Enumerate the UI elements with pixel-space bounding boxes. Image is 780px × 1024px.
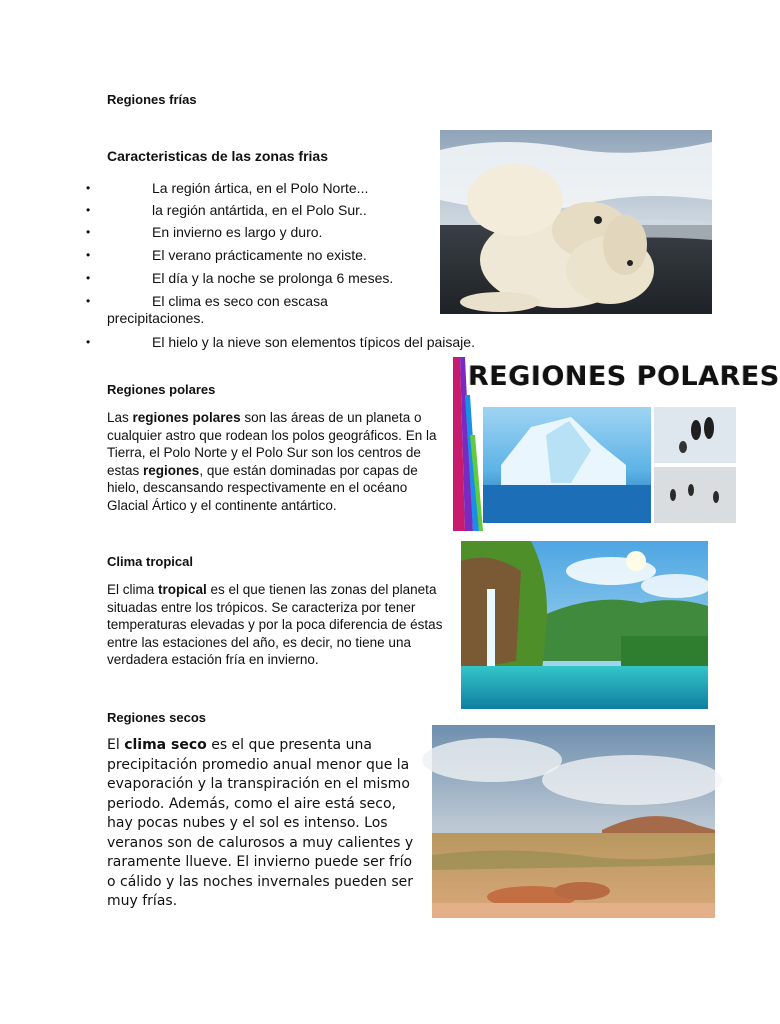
- bullet-text: El verano prácticamente no existe.: [152, 247, 367, 263]
- bullet-icon: •: [86, 225, 91, 239]
- dry-paragraph: El clima seco es el que presenta una precipitación promedio anual menor que la evaporación y la transpiración en el mismo periodo. Además, como el aire está seco, hay pocas nubes y el sol es intenso. Los veranos son de calurosos a muy calientes y raramente llueve. El invierno puede ser frío o cálido y las noches invernales pueden ser muy frías.: [107, 737, 414, 909]
- bullet-icon: •: [86, 248, 91, 262]
- bullet-text: El hielo y la nieve son elementos típicos del paisaje.: [152, 334, 475, 350]
- polar-paragraph: Las regiones polares son las áreas de un planeta o cualquier astro que rodean los polos geográficos. En la Tierra, el Polo Norte y el Polo Sur son los centros de estas regiones, que están dominadas por capas de hielo, descansando respectivamente en el océano Glacial Ártico y el continente antártico.: [107, 410, 437, 513]
- bullet-text: En invierno es largo y duro.: [152, 224, 323, 240]
- section-heading-dry: Regiones secos: [107, 710, 206, 725]
- bullet-icon: •: [86, 271, 91, 285]
- polar-regions-collage-image: [451, 355, 780, 531]
- desert-landscape-image: [432, 725, 715, 918]
- bullet-text: la región antártida, en el Polo Sur..: [152, 202, 367, 218]
- bold-term: clima seco: [124, 737, 207, 753]
- bold-term: regiones polares: [132, 410, 241, 425]
- subheading-cold-characteristics: Caracteristicas de las zonas frias: [107, 148, 329, 164]
- bullet-icon: •: [86, 181, 91, 195]
- bullet-icon: •: [86, 335, 91, 349]
- tropical-paragraph: El clima tropical es el que tienen las zonas del planeta situadas entre los trópicos. Se caracteriza por tener temperaturas elevadas y por la poca diferencia de éstas entre las estaciones del año, es decir, no tiene una verdadera estación fría en invierno.: [107, 582, 443, 667]
- bullet-icon: •: [86, 294, 91, 308]
- bullet-text: El día y la noche se prolonga 6 meses.: [152, 270, 394, 286]
- bold-term: tropical: [158, 582, 207, 597]
- section-heading-tropical: Clima tropical: [107, 554, 193, 569]
- bullet-continuation-text: precipitaciones.: [107, 310, 205, 326]
- bold-term: regiones: [143, 462, 200, 478]
- tropical-waterfall-image: [461, 541, 708, 709]
- bullet-icon: •: [86, 203, 91, 217]
- section-heading-cold: Regiones frías: [107, 92, 197, 107]
- polar-bears-image: [440, 130, 712, 314]
- section-heading-polar: Regiones polares: [107, 382, 216, 397]
- banner-title: REGIONES POLARES: [468, 361, 780, 392]
- bullet-text: El clima es seco con escasa: [152, 293, 328, 309]
- bullet-text: La región ártica, en el Polo Norte...: [152, 180, 369, 196]
